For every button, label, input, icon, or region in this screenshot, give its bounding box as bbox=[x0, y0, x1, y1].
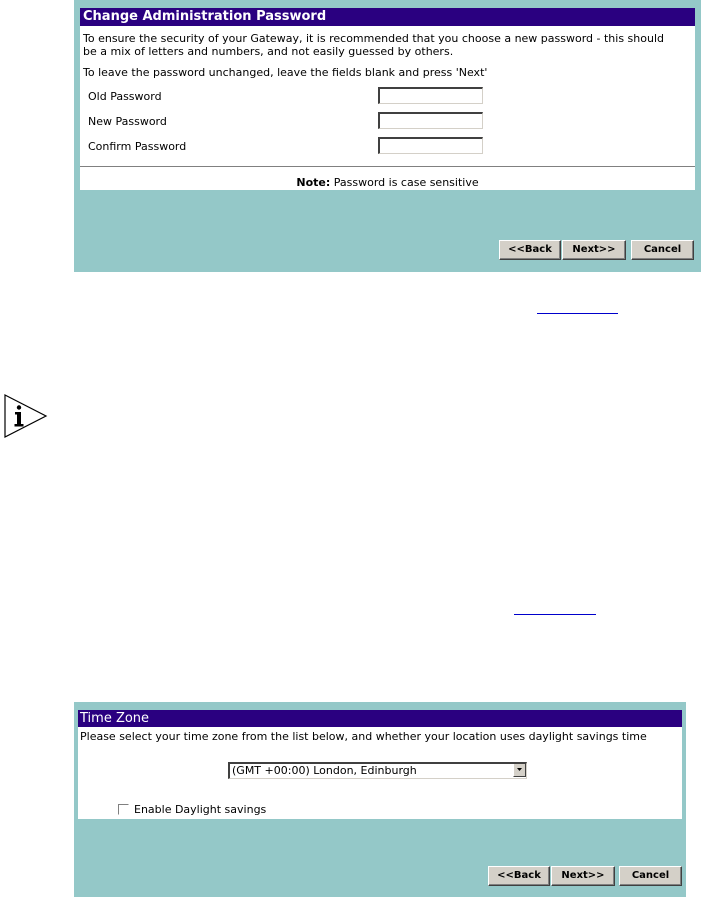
case-sensitive-note bbox=[80, 176, 695, 189]
change-password-form bbox=[80, 8, 695, 190]
leave-blank-text: To leave the password unchanged, leave the fields blank and press 'Next' bbox=[83, 66, 488, 79]
daylight-savings-label: Enable Daylight savings bbox=[134, 803, 267, 816]
new-password-label: New Password bbox=[88, 115, 167, 128]
panel-title: Change Administration Password bbox=[80, 8, 695, 26]
intro-text-line1: To ensure the security of your Gateway, it is recommended that you choose a new password - this should bbox=[83, 32, 665, 45]
intro-text-line2: be a mix of letters and numbers, and not easily guessed by others. bbox=[83, 45, 454, 58]
daylight-savings-checkbox[interactable] bbox=[118, 804, 129, 815]
time-zone-instruction: Please select your time zone from the list below, and whether your location uses daylight savings time bbox=[80, 730, 647, 743]
chevron-down-icon[interactable] bbox=[513, 764, 526, 777]
cancel-button[interactable]: Cancel bbox=[631, 240, 694, 260]
time-zone-panel bbox=[74, 702, 686, 897]
panel-title: Time Zone bbox=[78, 710, 682, 727]
back-button[interactable]: <<Back bbox=[488, 866, 550, 886]
note-label: Note: bbox=[296, 176, 331, 189]
old-password-label: Old Password bbox=[88, 90, 162, 103]
note-text: Password is case sensitive bbox=[330, 176, 479, 189]
time-zone-select[interactable] bbox=[228, 762, 527, 779]
confirm-password-input[interactable] bbox=[378, 137, 483, 154]
next-button[interactable]: Next>> bbox=[562, 240, 626, 260]
confirm-password-label: Confirm Password bbox=[88, 140, 187, 153]
next-button[interactable]: Next>> bbox=[551, 866, 615, 886]
divider bbox=[80, 166, 695, 168]
link-underline[interactable] bbox=[537, 313, 618, 314]
cancel-button[interactable]: Cancel bbox=[619, 866, 682, 886]
change-password-panel bbox=[74, 0, 701, 272]
time-zone-form bbox=[78, 710, 682, 819]
back-button[interactable]: <<Back bbox=[499, 240, 561, 260]
info-icon bbox=[2, 392, 48, 440]
old-password-input[interactable] bbox=[378, 87, 483, 104]
new-password-input[interactable] bbox=[378, 112, 483, 129]
link-underline[interactable] bbox=[514, 614, 596, 615]
time-zone-selected-value: (GMT +00:00) London, Edinburgh bbox=[232, 764, 417, 777]
